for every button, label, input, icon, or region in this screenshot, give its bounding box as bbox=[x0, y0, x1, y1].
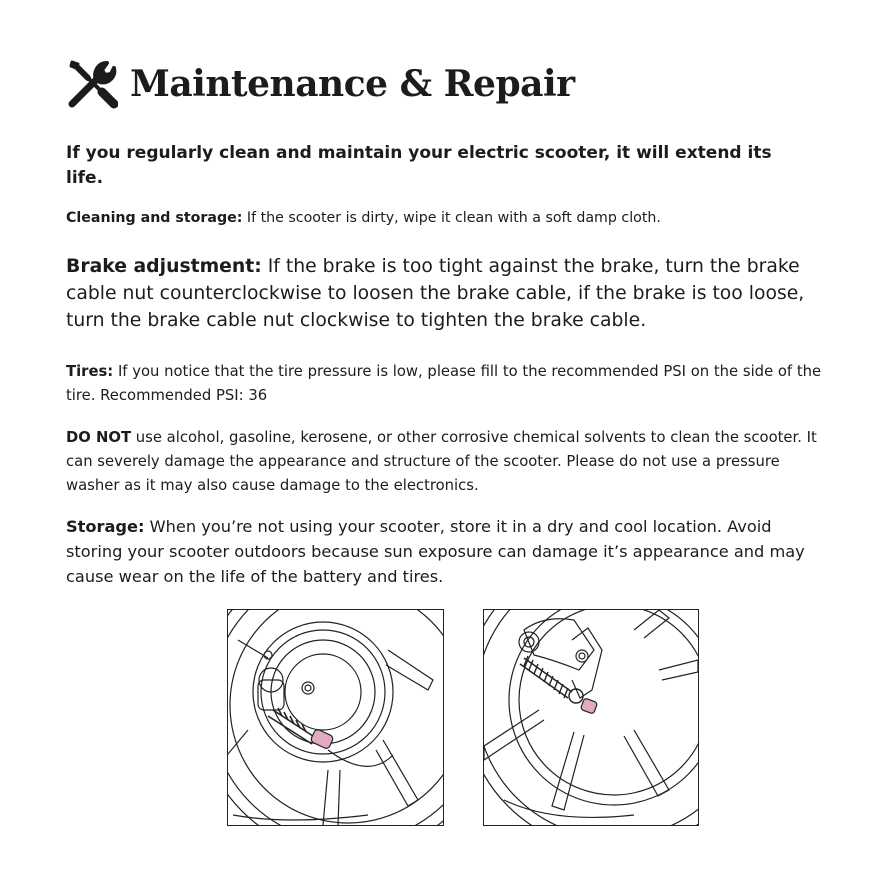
brake-cable-nut-illustration bbox=[227, 609, 444, 826]
storage-text: When you’re not using your scooter, store it in a dry and cool location. Avoid storing your scooter outdoors because sun exposure can damage it’s appearance and may cause wear on the life of the battery and tires. bbox=[66, 517, 805, 586]
title-row bbox=[66, 58, 575, 110]
tires-paragraph bbox=[66, 360, 826, 408]
storage-label: Storage: bbox=[66, 517, 145, 536]
brake-label: Brake adjustment: bbox=[66, 256, 262, 277]
storage-paragraph bbox=[66, 514, 826, 589]
tires-text: If you notice that the tire pressure is low, please fill to the recommended PSI on the side of the tire. Recommended PSI: 36 bbox=[66, 363, 822, 404]
cleaning-paragraph bbox=[66, 206, 826, 230]
brake-paragraph bbox=[66, 253, 826, 334]
do-not-label: DO NOT bbox=[66, 429, 132, 446]
intro-text: If you regularly clean and maintain your electric scooter, it will extend its life. bbox=[66, 143, 772, 188]
do-not-text: use alcohol, gasoline, kerosene, or other corrosive chemical solvents to clean the scooter. It can severely damage the appearance and structure of the scooter. Please do not use a pressure washer as it may also cause damage to the electronics. bbox=[66, 429, 817, 494]
tires-label: Tires: bbox=[66, 363, 114, 380]
wheel-hub-drawing bbox=[228, 610, 443, 825]
brake-text: If the brake is too tight against the brake, turn the brake cable nut counterclockwise to loosen the brake cable, if the brake is too loose, turn the brake cable nut clockwise to tighten the brake cable. bbox=[66, 256, 805, 331]
page-title: Maintenance & Repair bbox=[130, 63, 575, 105]
cleaning-text: If the scooter is dirty, wipe it clean with a soft damp cloth. bbox=[242, 210, 661, 226]
brake-spring-illustration bbox=[483, 609, 699, 826]
tools-icon bbox=[66, 58, 118, 110]
cleaning-label: Cleaning and storage: bbox=[66, 210, 243, 226]
brake-caliper-drawing bbox=[484, 610, 698, 825]
do-not-paragraph bbox=[66, 426, 836, 498]
